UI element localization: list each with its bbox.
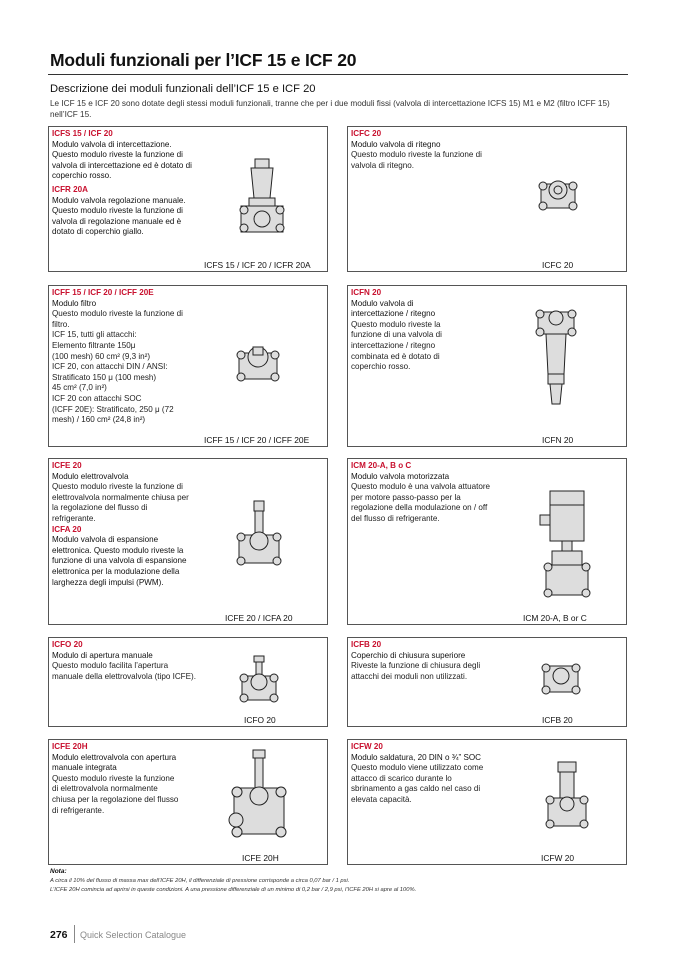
module-desc-2: . Questo modulo riveste la funzione di una valvola di espansione elettronica per la modulazione della larghezza degli impulsi (PWM). — [52, 545, 187, 587]
module-cell-icff — [48, 285, 328, 447]
module-code: ICFN 20 — [351, 288, 382, 297]
module-cell-icfs — [48, 126, 328, 272]
module-name-2: Modulo valvola regolazione manuale — [52, 195, 184, 205]
module-desc: Questo modulo facilita l’apertura manuale della elettrovalvola (tipo ICFE). — [52, 661, 196, 681]
title-rule — [48, 74, 628, 75]
module-desc: . Questo modulo riveste la funzione di valvola di intercettazione ed è dotato di coperchio rosso. — [52, 139, 192, 181]
module-code: ICM 20-A, B o C — [351, 461, 412, 470]
module-desc: Questo modulo viene utilizzato come attacco di scarico durante lo sbrinamento a gas caldo nel caso di elevata capacità. — [351, 763, 484, 804]
check-valve-module-image — [533, 172, 583, 214]
module-code: ICFC 20 — [351, 129, 382, 138]
module-caption: ICM 20-A, B or C — [523, 613, 587, 623]
note-line: A circa il 10% del flusso di massa max dell’ICFE 20H, il differenziale di pressione corrisponde a circa 0,07 bar / 1 psi. — [50, 878, 350, 884]
solenoid-manual-module-image — [224, 748, 294, 848]
module-name: Modulo elettrovalvola — [52, 471, 129, 481]
module-name: Modulo valvola di intercettazione / ritegno — [351, 298, 436, 319]
solenoid-valve-module-image — [229, 499, 289, 574]
module-description — [52, 140, 192, 182]
module-desc-line: (ICFF 20E): Stratificato, 250 μ (72 mesh) / 160 cm² (24,8 in²) — [52, 404, 174, 425]
module-name: Coperchio di chiusura superiore — [351, 650, 466, 660]
module-code: ICFB 20 — [351, 640, 382, 649]
module-desc-line: Questo modulo riveste la funzione di filtro. — [52, 309, 183, 329]
module-code: ICFO 20 — [52, 640, 83, 649]
module-desc: Questo modulo è una valvola attuatore per motore passo-passo per la regolazione della modulazione on / off del flusso di refrigerante. — [351, 482, 491, 523]
module-caption: ICFW 20 — [541, 853, 575, 863]
stop-check-valve-module-image — [526, 304, 586, 409]
module-desc-line: ICF 20, con attacchi DIN / ANSI: — [52, 362, 168, 372]
note-line: L’ICFE 20H comincia ad aprirsi in queste condizioni. A una pressione differenziale di un minimo di 0,2 bar / 2,9 psi, l’ICFE 20H si apre al 100%. — [50, 887, 417, 893]
module-description-2 — [52, 196, 192, 238]
module-caption: ICFE 20 / ICFA 20 — [225, 613, 293, 623]
module-caption: ICFC 20 — [542, 260, 574, 270]
module-cell-icfo — [48, 637, 328, 727]
module-caption: ICFS 15 / ICF 20 / ICFR 20A — [204, 260, 311, 270]
module-name: Modulo valvola di ritegno — [351, 139, 441, 149]
cell-text — [52, 461, 192, 588]
cell-text — [351, 129, 491, 171]
module-desc: Questo modulo riveste la funzione di valvola di ritegno. — [351, 150, 482, 170]
module-cell-icfn — [347, 285, 627, 447]
filter-module-image — [231, 341, 286, 386]
blind-cover-image — [536, 656, 586, 701]
cell-text — [351, 742, 491, 806]
module-caption: ICFN 20 — [542, 435, 574, 445]
module-name: Modulo elettrovalvola con apertura manuale integrata — [52, 752, 177, 773]
cell-text — [52, 129, 192, 238]
module-desc: Questo modulo riveste la funzione di elettrovalvola normalmente chiusa per la regolazione del flusso di refrigerante. — [52, 482, 189, 523]
cell-text — [52, 288, 192, 426]
module-code-2: ICFA 20 — [52, 524, 82, 534]
module-caption: ICFB 20 — [542, 715, 573, 725]
cell-text — [52, 640, 197, 682]
module-desc-line: Elemento filtrante 150μ — [52, 340, 136, 350]
module-caption: ICFO 20 — [244, 715, 276, 725]
module-desc-line: ICF 20 con attacchi SOC — [52, 393, 142, 403]
module-name: Modulo di apertura manuale — [52, 650, 153, 660]
module-caption: ICFE 20H — [242, 853, 279, 863]
weld-module-image — [540, 760, 595, 840]
catalogue-name: Quick Selection Catalogue — [80, 930, 187, 940]
module-desc-line: ICF 15, tutti gli attacchi: — [52, 330, 137, 340]
module-code-2: ICFR 20A — [52, 184, 88, 194]
cell-text — [52, 742, 182, 816]
manual-opener-module-image — [234, 654, 284, 709]
intro-text: Le ICF 15 e ICF 20 sono dotate degli stessi moduli funzionali, tranne che per i due moduli fissi (valvola di intercettazione ICFS 15) M1 e M2 (filtro ICFF 15) nell’ICF 15. — [50, 99, 610, 119]
module-cell-icfe20h — [48, 739, 328, 865]
module-name: Modulo valvola motorizzata — [351, 471, 450, 481]
notes-title: Nota: — [50, 868, 67, 875]
module-cell-icfw — [347, 739, 627, 865]
cell-text — [351, 288, 461, 373]
module-code: ICFF 15 / ICF 20 / ICFF 20E — [52, 288, 154, 297]
section-title: Descrizione dei moduli funzionali dell’ICF 15 e ICF 20 — [50, 83, 316, 95]
module-cell-icm — [347, 458, 627, 625]
module-desc: Questo modulo riveste la funzione di elettrovalvola normalmente chiusa per la regolazione del flusso di refrigerante. — [52, 773, 179, 815]
module-description-2 — [52, 535, 192, 588]
module-cell-icfc — [347, 126, 627, 272]
cell-text — [351, 461, 491, 525]
module-name-2: Modulo valvola di espansione elettronica — [52, 535, 159, 555]
page-title: Moduli funzionali per l’ICF 15 e ICF 20 — [50, 50, 357, 70]
module-desc: Questo modulo riveste la funzione di una valvola di intercettazione / ritegno combinata ed è dotato di coperchio rosso. — [351, 319, 442, 372]
notes-text — [50, 877, 416, 895]
module-desc-line: Stratificato 150 μ (100 mesh) — [52, 372, 157, 382]
module-name: Modulo saldatura, 20 DIN o ¾” SOC — [351, 752, 482, 762]
motorized-valve-module-image — [538, 487, 593, 612]
module-code: ICFE 20H — [52, 742, 88, 751]
footer-divider — [74, 925, 75, 943]
module-desc-line: 45 cm² (7,0 in²) — [52, 383, 107, 393]
module-name: Modulo valvola di intercettazione — [52, 139, 170, 149]
module-cell-icfb — [347, 637, 627, 727]
page-number: 276 — [50, 929, 68, 941]
module-name: Modulo filtro — [52, 298, 97, 308]
module-code: ICFS 15 / ICF 20 — [52, 129, 113, 138]
module-desc: Riveste la funzione di chiusura degli attacchi dei moduli non utilizzati. — [351, 661, 481, 681]
module-code: ICFW 20 — [351, 742, 383, 751]
module-desc-line: (100 mesh) 60 cm² (9,3 in²) — [52, 351, 151, 361]
module-caption: ICFF 15 / ICF 20 / ICFF 20E — [204, 435, 310, 445]
module-code: ICFE 20 — [52, 461, 82, 470]
cell-text — [351, 640, 496, 682]
module-cell-icfe — [48, 458, 328, 625]
stop-valve-module-image — [227, 157, 297, 242]
module-desc-2: . Questo modulo riveste la funzione di valvola di regolazione manuale ed è dotato di coperchio giallo. — [52, 195, 186, 237]
